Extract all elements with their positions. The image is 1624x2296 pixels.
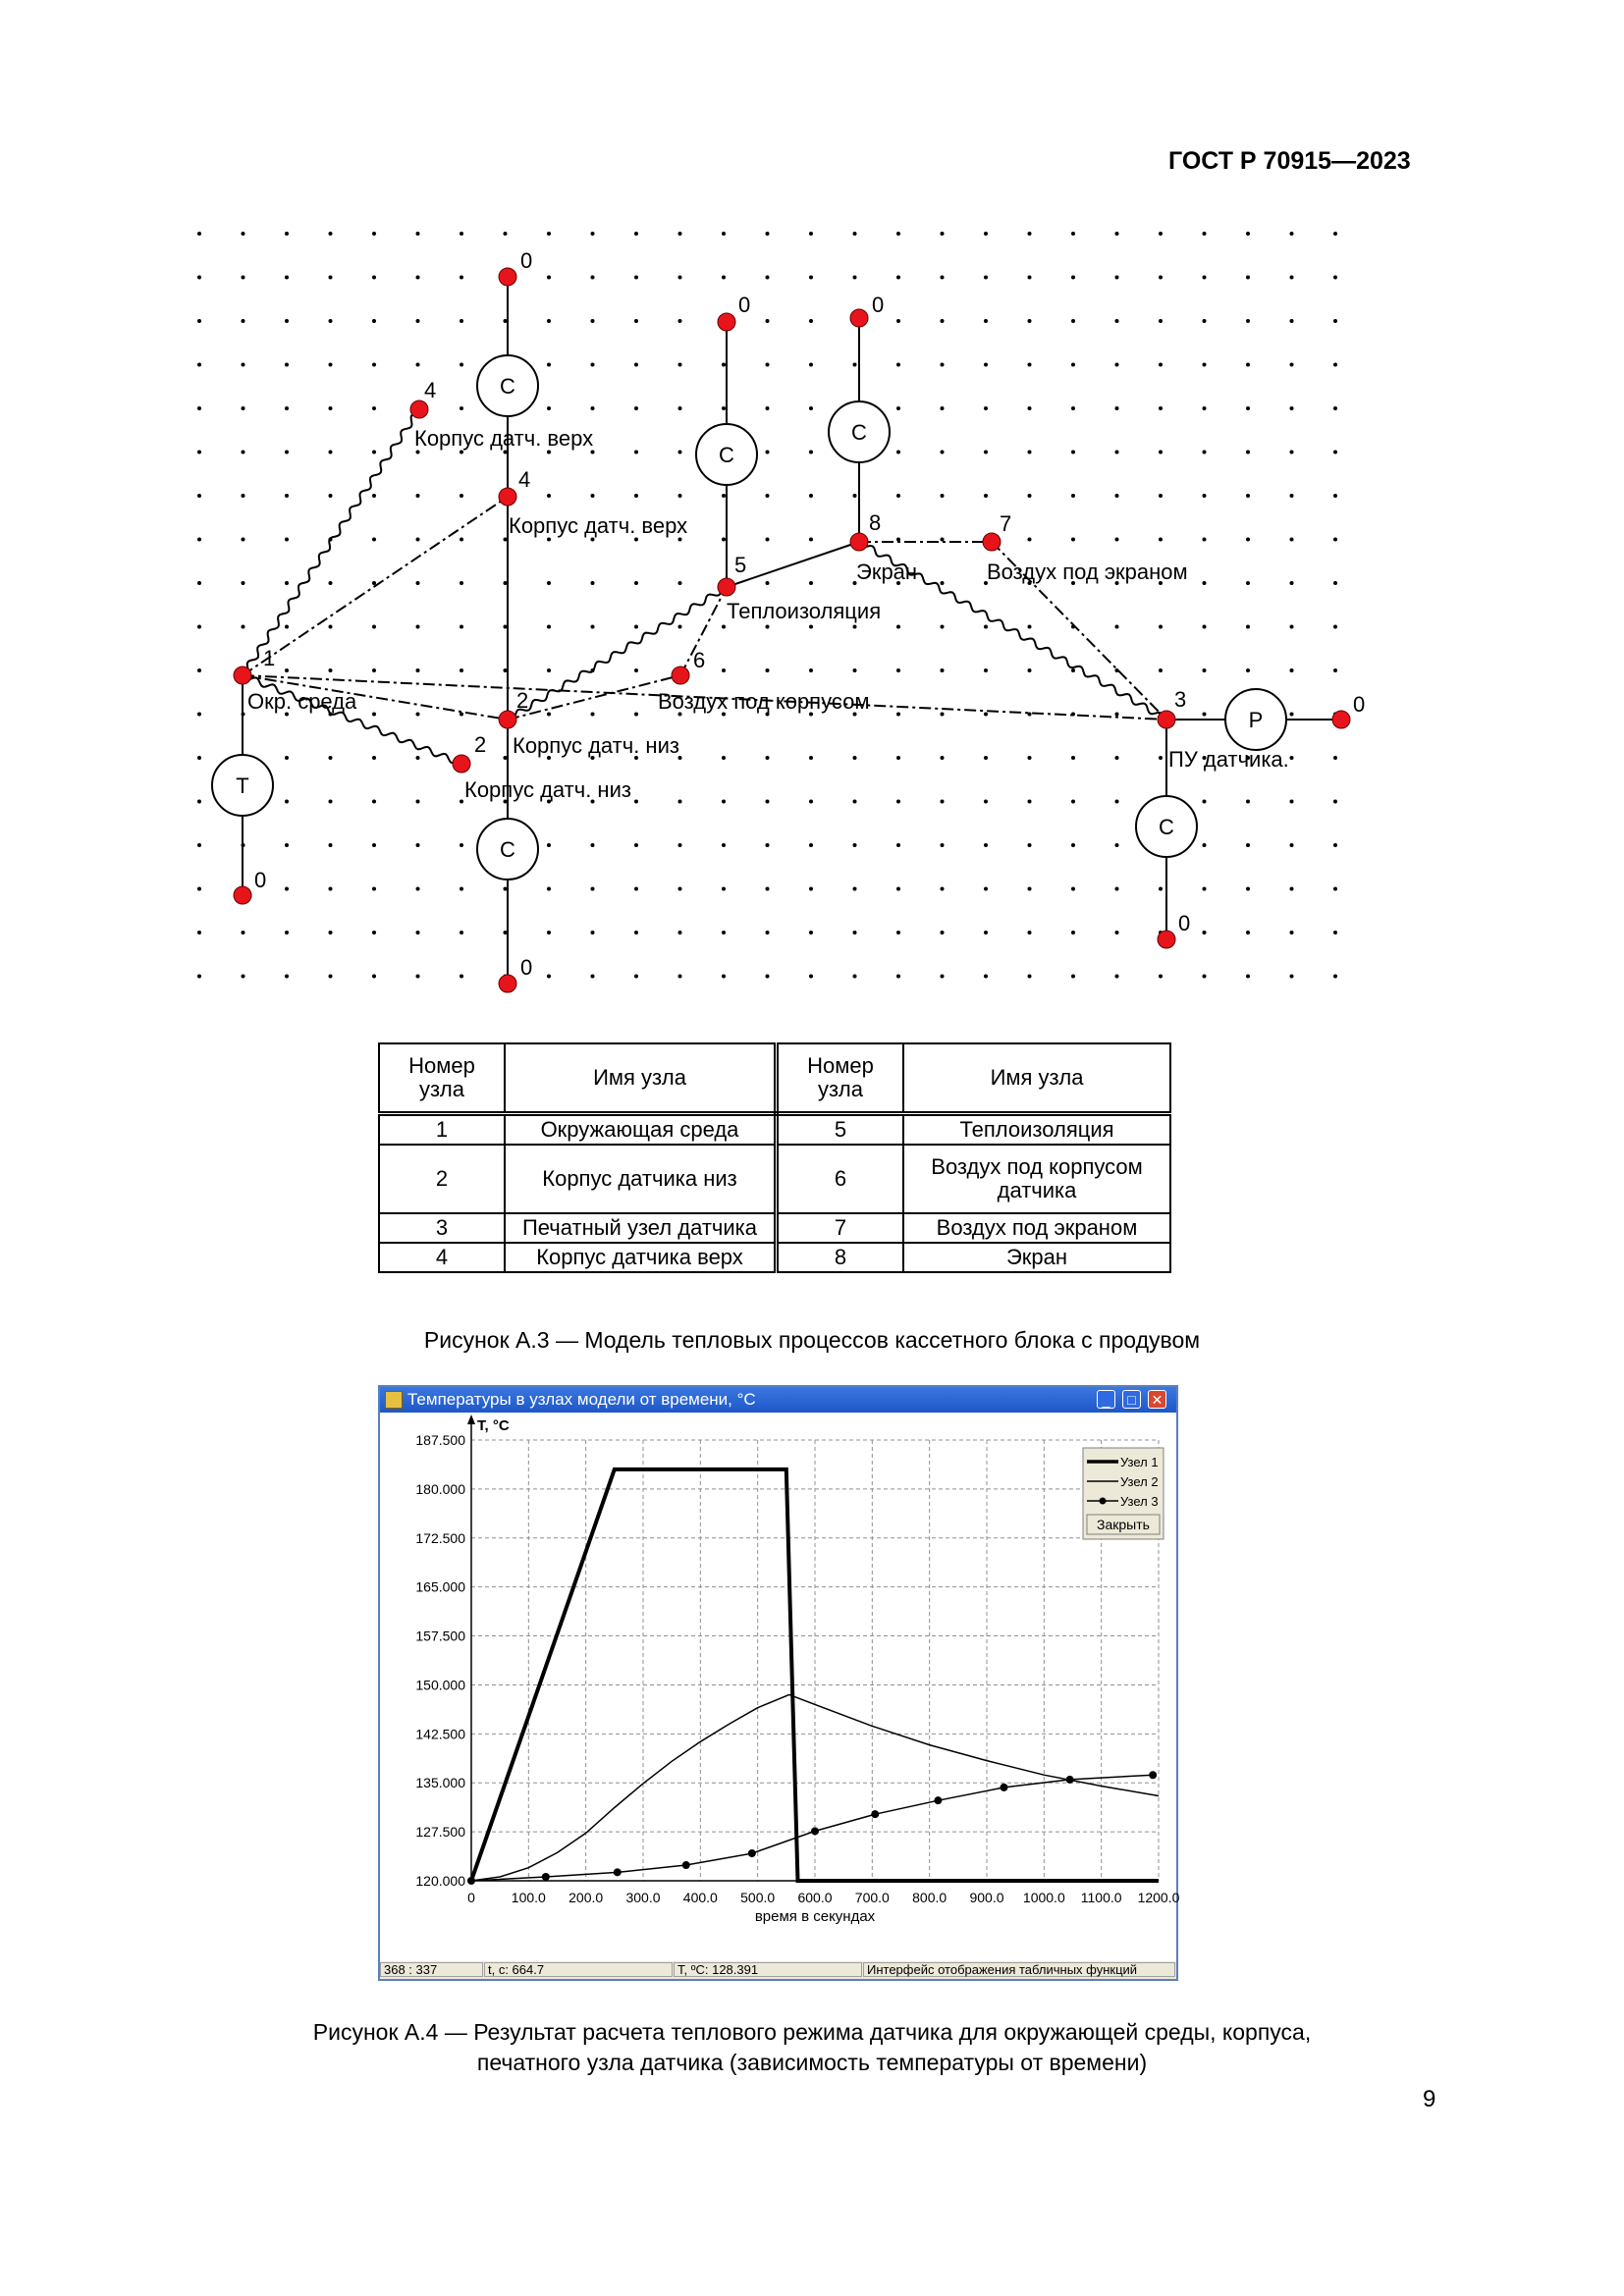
y-tick-label: 187.500 bbox=[415, 1432, 465, 1448]
svg-text:Корпус датч. верх: Корпус датч. верх bbox=[414, 426, 594, 451]
svg-text:5: 5 bbox=[734, 553, 747, 577]
thermal-model-diagram bbox=[177, 216, 1366, 1001]
y-tick-label: 120.000 bbox=[415, 1873, 465, 1889]
window-titlebar[interactable] bbox=[380, 1387, 1176, 1413]
element-label: T bbox=[236, 774, 249, 798]
series-3-point bbox=[1001, 1784, 1008, 1791]
svg-text:1: 1 bbox=[263, 646, 276, 670]
table-row: 2 Корпус датчика низ 6 Воздух под корпусом датчика bbox=[379, 1145, 1170, 1213]
app-icon bbox=[385, 1391, 403, 1409]
status-info: Интерфейс отображения табличных функций bbox=[863, 1962, 1175, 1977]
x-tick-label: 200.0 bbox=[568, 1890, 604, 1905]
y-tick-label: 150.000 bbox=[415, 1677, 465, 1693]
svg-text:4: 4 bbox=[518, 467, 531, 492]
series-3-point bbox=[614, 1868, 622, 1876]
x-tick-label: 600.0 bbox=[797, 1890, 833, 1905]
status-temperature: T, ºC: 128.391 bbox=[674, 1962, 862, 1977]
series-3-point bbox=[934, 1796, 942, 1804]
svg-text:0: 0 bbox=[1353, 692, 1366, 717]
element-label: C bbox=[1159, 815, 1174, 839]
y-tick-label: 165.000 bbox=[415, 1578, 465, 1595]
element-label: C bbox=[500, 374, 515, 399]
svg-text:6: 6 bbox=[693, 648, 706, 672]
svg-text:8: 8 bbox=[869, 510, 882, 535]
series-3-point bbox=[682, 1861, 690, 1869]
x-tick-label: 100.0 bbox=[511, 1890, 546, 1905]
x-tick-label: 900.0 bbox=[969, 1890, 1004, 1905]
svg-text:0: 0 bbox=[738, 293, 751, 317]
legend-entry: Узел 1 bbox=[1120, 1455, 1159, 1469]
series-3-point bbox=[467, 1877, 475, 1885]
page-number: 9 bbox=[1423, 2086, 1436, 2112]
svg-text:Корпус датч. низ: Корпус датч. низ bbox=[464, 777, 631, 802]
element-label: P bbox=[1248, 708, 1264, 732]
y-tick-label: 127.500 bbox=[415, 1824, 465, 1841]
x-tick-label: 500.0 bbox=[740, 1890, 776, 1905]
element-label: C bbox=[851, 420, 867, 445]
x-tick-label: 800.0 bbox=[912, 1890, 947, 1905]
y-axis-label: T, °C bbox=[477, 1417, 510, 1434]
svg-text:ПУ датчика.: ПУ датчика. bbox=[1168, 747, 1289, 772]
figure-caption-a3: Рисунок А.3 — Модель тепловых процессов кассетного блока с продувом bbox=[423, 1327, 1201, 1353]
series-3-point bbox=[1149, 1771, 1157, 1779]
figure-caption-a4: Рисунок А.4 — Результат расчета теплового режима датчика для окружающей среды, корпуса, печатного узла датчика (зависимость температуры от времени) bbox=[312, 2019, 1312, 2075]
y-tick-label: 157.500 bbox=[415, 1628, 465, 1644]
status-coords: 368 : 337 bbox=[380, 1962, 483, 1977]
series-3-point bbox=[1066, 1776, 1074, 1784]
x-tick-label: 1200.0 bbox=[1137, 1890, 1180, 1905]
y-tick-label: 180.000 bbox=[415, 1480, 465, 1497]
svg-text:0: 0 bbox=[520, 955, 533, 980]
legend-entry: Узел 3 bbox=[1120, 1494, 1159, 1509]
x-tick-label: 1100.0 bbox=[1080, 1890, 1122, 1905]
y-tick-label: 142.500 bbox=[415, 1726, 465, 1742]
y-tick-label: 135.000 bbox=[415, 1775, 465, 1791]
svg-text:3: 3 bbox=[1174, 687, 1187, 712]
svg-text:7: 7 bbox=[1000, 511, 1012, 536]
minimize-button[interactable]: _ bbox=[1097, 1390, 1115, 1409]
status-bar bbox=[380, 1961, 1176, 1979]
x-axis-label: время в секундах bbox=[754, 1908, 876, 1925]
table-row: 3 Печатный узел датчика 7 Воздух под экраном bbox=[379, 1213, 1170, 1243]
x-tick-label: 1000.0 bbox=[1022, 1890, 1065, 1905]
x-tick-label: 300.0 bbox=[625, 1890, 661, 1905]
svg-text:Теплоизоляция: Теплоизоляция bbox=[727, 599, 882, 623]
svg-text:4: 4 bbox=[424, 378, 437, 402]
legend-entry: Узел 2 bbox=[1120, 1474, 1159, 1489]
series-3-point bbox=[542, 1873, 550, 1881]
svg-text:Окр. среда: Окр. среда bbox=[247, 689, 357, 714]
svg-text:0: 0 bbox=[520, 248, 533, 273]
x-tick-label: 0 bbox=[467, 1890, 475, 1905]
svg-text:Корпус датч. низ: Корпус датч. низ bbox=[513, 733, 679, 758]
series-3-point bbox=[871, 1810, 879, 1818]
svg-text:2: 2 bbox=[474, 732, 487, 757]
element-label: C bbox=[719, 443, 734, 467]
element-label: C bbox=[500, 837, 515, 862]
close-button[interactable]: ✕ bbox=[1148, 1390, 1166, 1409]
svg-text:Корпус датч. верх: Корпус датч. верх bbox=[509, 513, 688, 538]
x-tick-label: 700.0 bbox=[854, 1890, 890, 1905]
svg-text:Воздух под корпусом: Воздух под корпусом bbox=[658, 689, 870, 714]
diagram-nodes bbox=[234, 268, 1350, 992]
series-3-point bbox=[811, 1827, 819, 1835]
diagram-lines bbox=[243, 277, 1341, 984]
legend-marker bbox=[1100, 1498, 1107, 1505]
svg-text:0: 0 bbox=[254, 868, 267, 892]
table-row: 1 Окружающая среда 5 Теплоизоляция bbox=[379, 1114, 1170, 1146]
svg-text:Воздух под экраном: Воздух под экраном bbox=[987, 560, 1188, 584]
y-tick-label: 172.500 bbox=[415, 1529, 465, 1546]
svg-text:2: 2 bbox=[516, 688, 529, 713]
maximize-button[interactable]: □ bbox=[1122, 1390, 1141, 1409]
svg-text:0: 0 bbox=[1178, 911, 1191, 935]
x-tick-label: 400.0 bbox=[682, 1890, 718, 1905]
legend-close-label: Закрыть bbox=[1097, 1517, 1150, 1532]
chart-window bbox=[378, 1385, 1178, 1981]
table-row: 4 Корпус датчика верх 8 Экран bbox=[379, 1243, 1170, 1272]
svg-text:0: 0 bbox=[872, 293, 885, 317]
series-3-point bbox=[748, 1849, 756, 1857]
document-header: ГОСТ Р 70915—2023 bbox=[1168, 147, 1411, 175]
status-time: t, c: 664.7 bbox=[484, 1962, 673, 1977]
svg-text:Экран: Экран bbox=[856, 560, 918, 584]
node-table: Номер узла Имя узла Номер узла Имя узла 1 Окружающая среда 5 Теплоизоляция 2 Корпус датчика низ 6 Воздух под корпусом датчика 3 Печатный узел датчика 7 Воздух под экраном 4 Корпус датчика верх 8 Экран bbox=[378, 1042, 1171, 1273]
temperature-chart bbox=[380, 1413, 1180, 1961]
window-title: Температуры в узлах модели от времени, °C bbox=[407, 1390, 756, 1409]
